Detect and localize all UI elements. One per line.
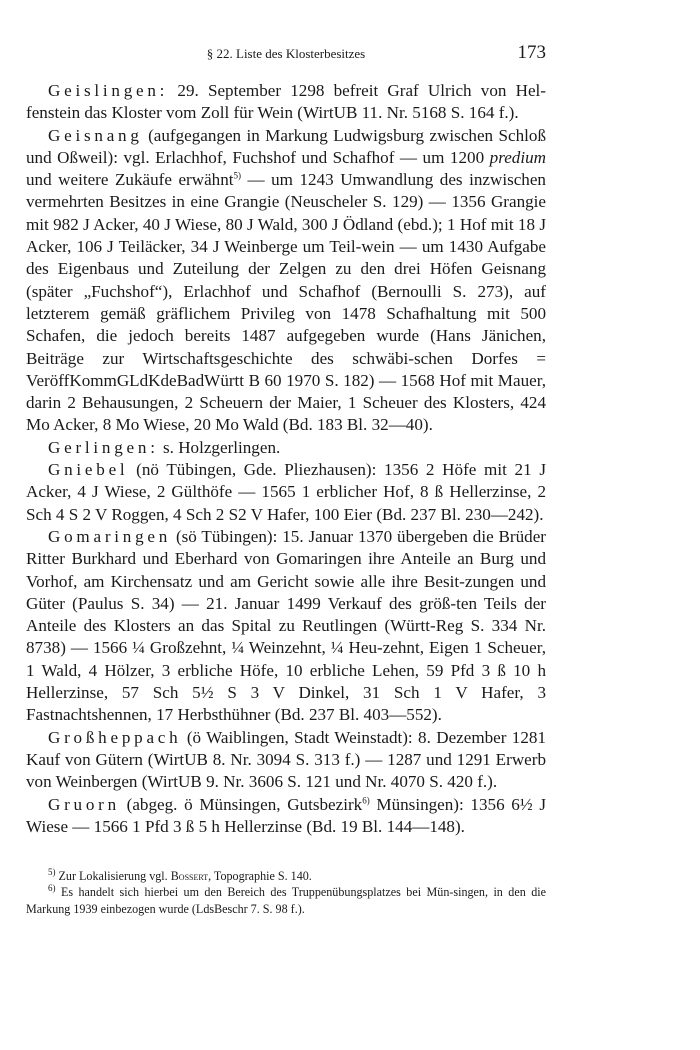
place-name: Gerlingen: bbox=[48, 437, 159, 457]
entry-gniebel bbox=[26, 459, 546, 526]
entry-grossheppach bbox=[26, 727, 546, 794]
entry-text: (sö Tübingen): 15. Januar 1370 übergeben die Brüder Ritter Burkhard und Eberhard von Gomaringen ihre Anteile an Burg und Vorhof, am Kirchensatz und am Gericht sowie alle ihre Besit-zungen und Güter (Paulus S. 34) — 21. Januar 1499 Verkauf des größ-ten Teils der Anteile des Klosters an das Spital zu Reutlingen (Württ-Reg S. 334 Nr. 8738) — 1566 ¼ Großzehnt, ¼ Weinzehnt, ¼ Heu-zehnt, Eigen 1 Scheuer, 1 Wald, 4 Hölzer, 3 erbliche Höfe, 10 erbliche Lehen, 59 Pfd 3 ß 10 h Hellerzinse, 57 Sch 5½ S 3 V Dinkel, 31 Sch 1 V Hafer, 3 Fastnachtshennen, 17 Herbsthühner (Bd. 237 Bl. 403—552). bbox=[26, 526, 546, 725]
entry-gerlingen bbox=[26, 437, 546, 459]
main-text bbox=[26, 80, 546, 838]
footnote-text: Zur Lokalisierung vgl. bbox=[55, 869, 171, 884]
author-name: Bossert bbox=[170, 869, 209, 884]
italic-term: predium bbox=[489, 147, 546, 167]
footnote-5 bbox=[26, 868, 546, 884]
entry-text: (aufgegangen in Markung Ludwigsburg zwischen Schloß und Oßweil): vgl. Erlachhof, Fuchshof und Schafhof — um 1200 bbox=[26, 125, 546, 167]
place-name: Geislingen: bbox=[48, 81, 169, 100]
place-name: Gruorn bbox=[48, 794, 120, 814]
entry-text: und weitere Zukäufe erwähnt bbox=[26, 170, 234, 190]
footnote-6 bbox=[26, 884, 546, 917]
running-head bbox=[26, 42, 546, 66]
entry-geislingen bbox=[26, 80, 546, 125]
entry-text: 29. September 1298 befreit Graf Ulrich von Hel-fenstein das Kloster vom Zoll für Wein (WirtUB 11. Nr. 5168 S. 164 f.). bbox=[26, 81, 546, 123]
entry-text: (abgeg. ö Münsingen, Gutsbezirk bbox=[119, 794, 363, 814]
entry-text: Münsingen): 1356 6½ J Wiese — 1566 1 Pfd 3 ß 5 h Hellerzinse (Bd. 19 Bl. 144—148). bbox=[26, 794, 546, 836]
place-name: Gniebel bbox=[48, 460, 129, 480]
footnote-text: , Topographie S. 140. bbox=[208, 869, 312, 884]
entry-gomaringen bbox=[26, 526, 546, 727]
entry-geisnang bbox=[26, 125, 546, 437]
book-page bbox=[26, 42, 546, 917]
footnote-marker: 5) bbox=[48, 867, 56, 878]
place-name: Gomaringen bbox=[48, 526, 172, 546]
section-title: § 22. Liste des Klosterbesitzes bbox=[206, 46, 366, 61]
entry-text: (nö Tübingen, Gde. Pliezhausen): 1356 2 Höfe mit 21 J Acker, 4 J Wiese, 2 Gülthöfe — 1565 1 erblicher Hof, 8 ß Hellerzinse, 2 Sch 4 S 2 V Roggen, 4 Sch 2 S2 V Hafer, 100 Eier (Bd. 237 Bl. 230—242). bbox=[26, 460, 546, 524]
entry-text: — um 1243 Umwandlung des inzwischen vermehrten Besitzes in eine Grangie (Neuscheler S. 129) — 1356 Grangie mit 982 J Acker, 40 J Wiese, 80 J Wald, 300 J Ödland (ebd.); 1 Hof mit 18 J Acker, 106 J Teiläcker, 34 J Weinberge um Teil-wein — um 1430 Aufgabe des Eigenbaus und Zuteilung der Zelgen zu den drei Höfen Geisnang (später „Fuchshof“), Erlachhof und Schafhof (Bernoulli S. 273), auf letzterem gemäß gräflichem Privileg von 1478 Schafhaltung mit 500 Schafen, die jedoch bereits 1487 aufgegeben wurde (Hans Jänichen, Beiträge zur Wirtschaftsgeschichte des schwäbi-schen Dorfes = VeröffKommGLdKdeBadWürtt B 60 1970 S. 182) — 1568 Hof mit Mauer, darin 2 Behausungen, 2 Scheuern der Maier, 1 Scheuer des Klosters, 424 Mo Acker, 8 Mo Wiese, 20 Mo Wald (Bd. 183 Bl. 32—40). bbox=[26, 170, 546, 435]
footnote-text: Es handelt sich hierbei um den Bereich des Truppenübungsplatzes bei Mün-singen, in den die Markung 1939 einbezogen wurde (LdsBeschr 7. S. 98 f.). bbox=[26, 885, 546, 916]
place-name: Geisnang bbox=[48, 125, 143, 145]
entry-gruorn bbox=[26, 794, 546, 839]
footnote-ref: 5) bbox=[233, 170, 241, 181]
footnote-ref: 6) bbox=[362, 794, 370, 805]
entry-text: s. Holzgerlingen. bbox=[158, 437, 281, 457]
place-name: Großheppach bbox=[48, 727, 182, 747]
footnote-marker: 6) bbox=[48, 883, 56, 894]
page-number: 173 bbox=[517, 42, 546, 63]
footnotes bbox=[26, 868, 546, 917]
entry-text: (ö Waiblingen, Stadt Weinstadt): 8. Dezember 1281 Kauf von Gütern (WirtUB 8. Nr. 3094 S. 313 f.) — 1287 und 1291 Erwerb von Weinbergen (WirtUB 9. Nr. 3606 S. 121 und Nr. 4070 S. 420 f.). bbox=[26, 727, 546, 792]
